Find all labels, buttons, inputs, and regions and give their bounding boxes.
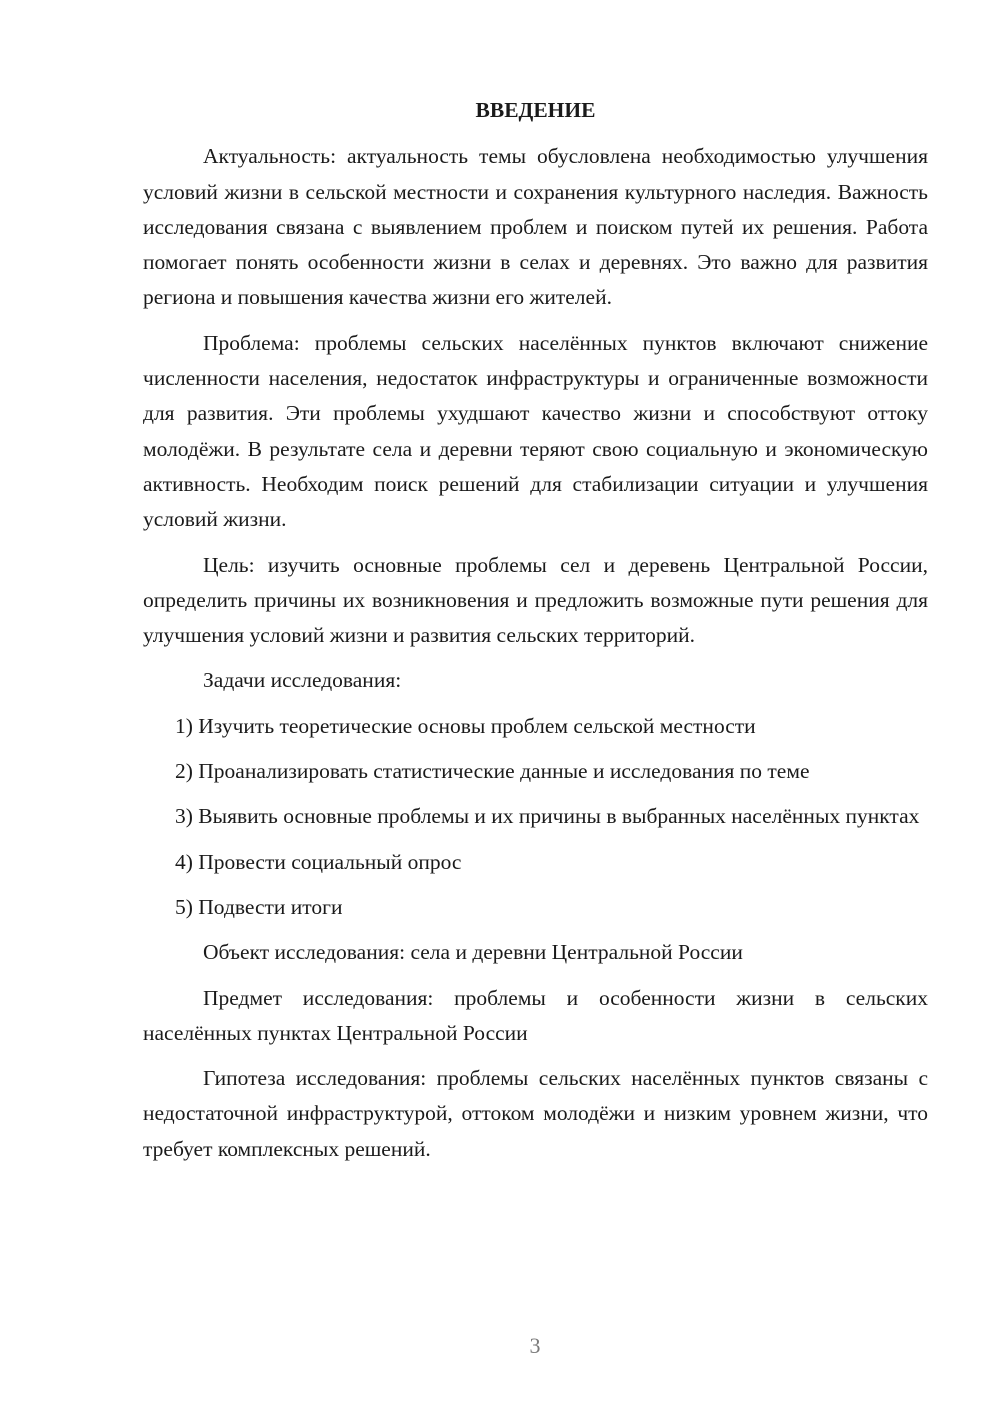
document-body xyxy=(143,93,928,1177)
tasks-title: Задачи исследования: xyxy=(203,668,402,693)
problem-paragraph: Проблема: проблемы сельских населённых пунктов включают снижение численности населения, недостаток инфраструктуры и ограниченные возможности для развития. Эти проблемы ухудшают качество жизни и способствуют оттоку молодёжи. В результате села и деревни теряют свою социальную и экономическую активность. Необходим поиск решений для стабилизации ситуации и улучшения условий жизни. xyxy=(143,330,928,532)
task-item-1: 1) Изучить теоретические основы проблем сельской местности xyxy=(175,713,756,738)
goal-paragraph: Цель: изучить основные проблемы сел и деревень Центральной России, определить причины их возникновения и предложить возможные пути решения для улучшения условий жизни и развития сельских территорий. xyxy=(143,552,928,648)
page-number: 3 xyxy=(529,1333,541,1358)
task-item-3: 3) Выявить основные проблемы и их причины в выбранных населённых пунктах xyxy=(175,804,920,829)
hypothesis-paragraph: Гипотеза исследования: проблемы сельских населённых пунктов связаны с недостаточной инфраструктурой, оттоком молодёжи и низким уровнем жизни, что требует комплексных решений. xyxy=(143,1066,928,1161)
task-item-5: 5) Подвести итоги xyxy=(175,894,343,919)
section-heading: ВВЕДЕНИЕ xyxy=(475,98,596,122)
object-paragraph: Объект исследования: села и деревни Центральной России xyxy=(203,940,743,965)
subject-paragraph: Предмет исследования: проблемы и особенности жизни в сельских населённых пунктах Центральной России xyxy=(143,985,928,1045)
task-item-2: 2) Проанализировать статистические данные и исследования по теме xyxy=(175,759,810,784)
task-item-4: 4) Провести социальный опрос xyxy=(175,849,462,874)
relevance-paragraph: Актуальность: актуальность темы обусловлена необходимостью улучшения условий жизни в сельской местности и сохранения культурного наследия. Важность исследования связана с выявлением проблем и поиском путей их решения. Работа помогает понять особенности жизни в селах и деревнях. Это важно для развития региона и повышения качества жизни его жителей. xyxy=(143,144,928,310)
